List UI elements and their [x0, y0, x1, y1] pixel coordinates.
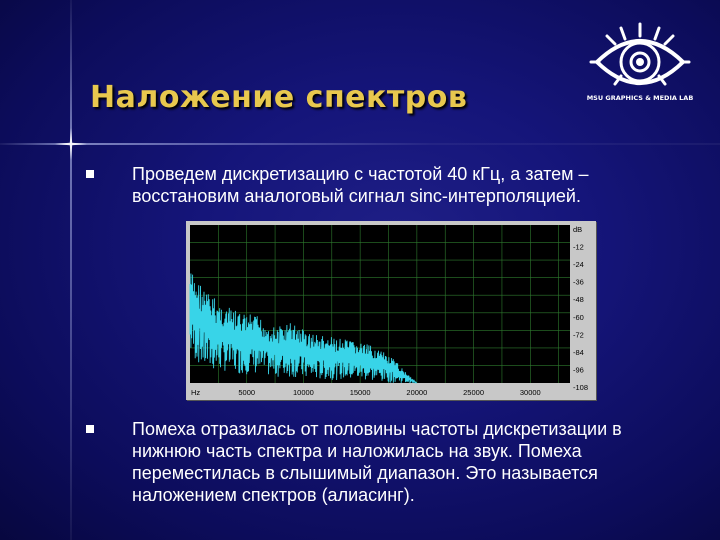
y-tick-label: -84: [573, 347, 584, 357]
y-tick-label: -108: [573, 383, 589, 392]
y-tick-label: -24: [573, 260, 584, 270]
y-tick-label: -48: [573, 295, 584, 305]
x-tick-label: 30000: [519, 388, 541, 397]
sparkle-icon: [55, 128, 87, 160]
slide-title: Наложение спектров: [90, 80, 468, 115]
x-tick-label: Hz: [191, 388, 201, 397]
y-tick-label: -36: [573, 277, 584, 287]
bullet-text-2: Помеха отразилась от половины частоты дискретизации в нижнюю часть спектра и наложилась на звук. Помеха переместилась в слышимый диапазон. Это называется наложением спектров (алиасинг).: [132, 419, 622, 505]
bullet-marker: [86, 170, 94, 178]
x-tick-label: 20000: [406, 388, 428, 397]
x-tick-label: 15000: [349, 388, 371, 397]
decorative-horizontal-line: [0, 143, 720, 145]
decorative-vertical-line: [70, 0, 72, 540]
x-tick-label: 10000: [293, 388, 314, 397]
spectrum-plot: [186, 221, 596, 400]
y-tick-label: -96: [573, 365, 584, 375]
x-tick-label: 5000: [238, 388, 256, 397]
y-tick-label: -72: [573, 330, 584, 340]
spectrum-chart: [186, 221, 596, 400]
bullet-marker: [86, 425, 94, 433]
logo-caption: MSU GRAPHICS & MEDIA LAB: [586, 94, 694, 102]
y-tick-label: dB: [573, 225, 583, 234]
x-tick-label: 25000: [463, 388, 485, 397]
y-tick-label: -60: [573, 312, 584, 322]
y-tick-label: -12: [573, 242, 584, 252]
bullet-text-1: Проведем дискретизацию с частотой 40 кГц, а затем – восстановим аналоговый сигнал sinc-интерполяцией.: [132, 164, 589, 206]
